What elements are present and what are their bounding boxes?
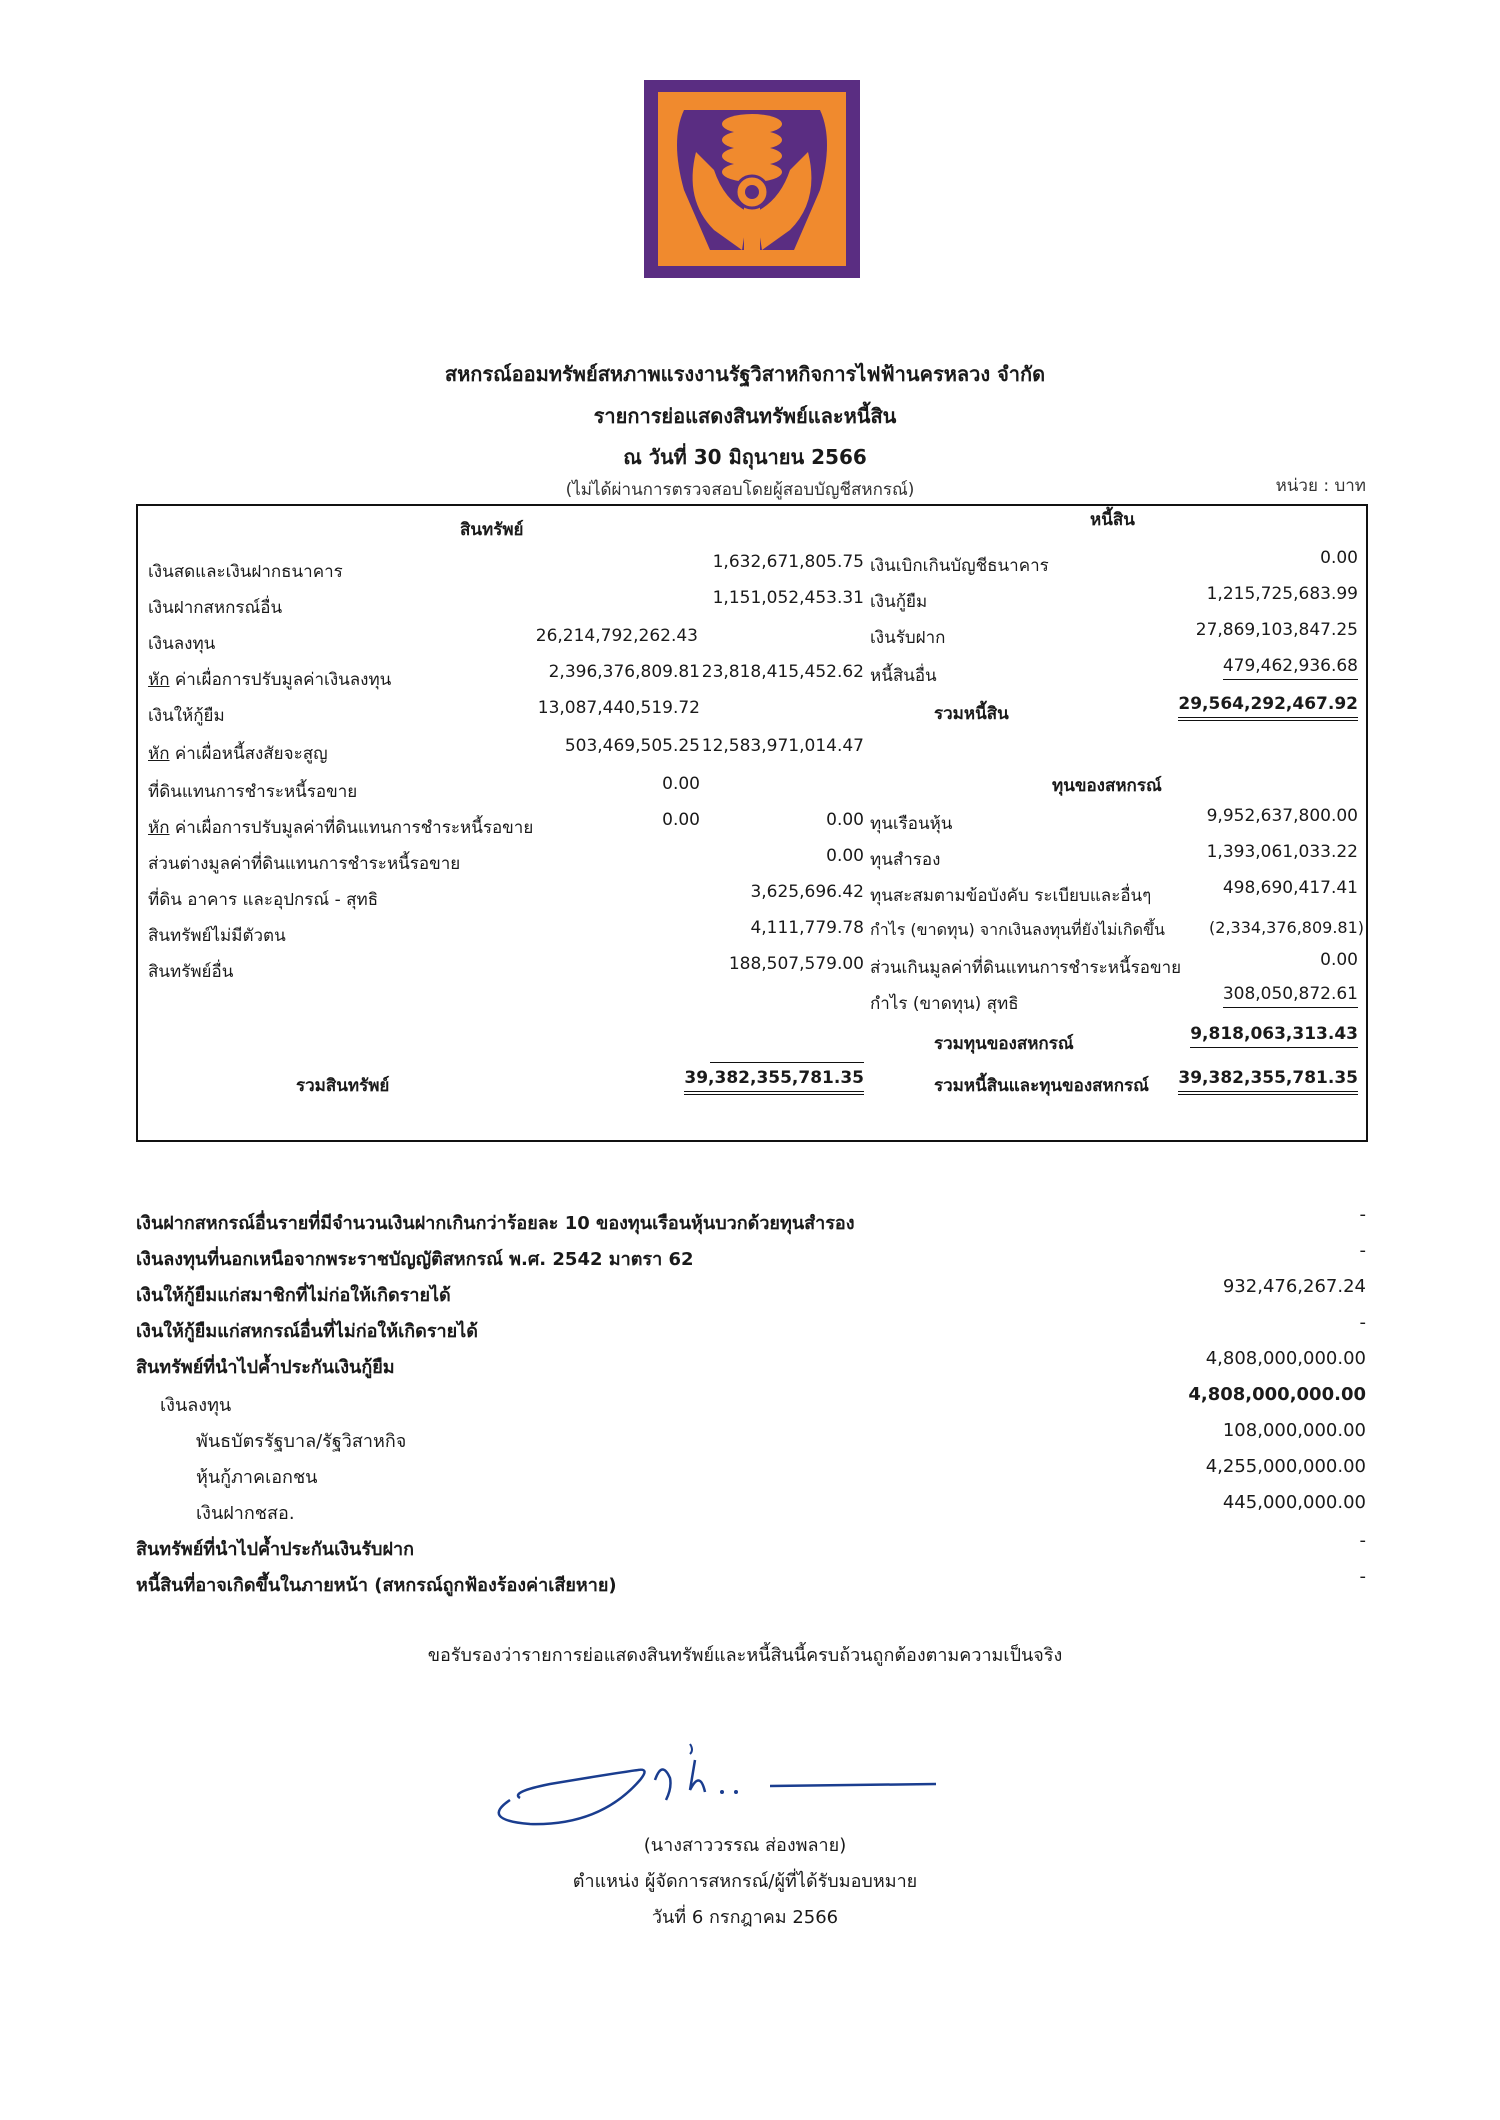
deposits-amount: 27,869,103,847.25 [1195, 620, 1358, 640]
sign-date: วันที่ 6 กรกฎาคม 2566 [651, 1907, 839, 1928]
note-amount: - [1359, 1240, 1366, 1261]
coop-deposits-label: เงินฝากสหกรณ์อื่น [148, 598, 283, 618]
accumulated-label: ทุนสะสมตามข้อบังคับ ระเบียบและอื่นๆ [870, 886, 1152, 906]
intangible-label: สินทรัพย์ไม่มีตัวตน [148, 926, 286, 946]
signer-name: (นางสาววรรณ ส่องพลาย) [643, 1835, 847, 1856]
grand-total-amount: 39,382,355,781.35 [1178, 1068, 1358, 1095]
total-assets-label: รวมสินทรัพย์ [296, 1076, 390, 1096]
cash-label: เงินสดและเงินฝากธนาคาร [148, 562, 343, 582]
other-liabilities-amount: 479,462,936.68 [1223, 656, 1358, 680]
signature [490, 1740, 950, 1826]
ppe-amount: 3,625,696.42 [750, 882, 864, 902]
loans-gross: 13,087,440,519.72 [537, 698, 700, 718]
total-assets-amount: 39,382,355,781.35 [684, 1068, 864, 1095]
shares-label: ทุนเรือนหุ้น [870, 814, 953, 834]
loan-allowance-deduct: 503,469,505.25 [564, 736, 700, 756]
foreclosed-label: ที่ดินแทนการชำระหนี้รอขาย [148, 782, 358, 802]
overdraft-amount: 0.00 [1320, 548, 1358, 568]
grand-total-label: รวมหนี้สินและทุนของสหกรณ์ [934, 1076, 1149, 1096]
foreclosed-surplus-label: ส่วนเกินมูลค่าที่ดินแทนการชำระหนี้รอขาย [870, 958, 1182, 978]
overdraft-label: เงินเบิกเกินบัญชีธนาคาร [870, 556, 1049, 576]
reserve-amount: 1,393,061,033.22 [1206, 842, 1358, 862]
unrealized-label: กำไร (ขาดทุน) จากเงินลงทุนที่ยังไม่เกิดขึ้น [870, 920, 1165, 939]
inv-allowance-label: หัก ค่าเผื่อการปรับมูลค่าเงินลงทุน [148, 670, 392, 690]
unrealized-amount: (2,334,376,809.81) [1209, 918, 1364, 937]
note-amount: 4,255,000,000.00 [1205, 1456, 1366, 1477]
note-amount: - [1359, 1312, 1366, 1333]
note-label: หุ้นกู้ภาคเอกชน [196, 1467, 318, 1488]
loans-label: เงินให้กู้ยืม [148, 706, 225, 726]
note-label: เงินฝากสหกรณ์อื่นรายที่มีจำนวนเงินฝากเกินกว่าร้อยละ 10 ของทุนเรือนหุ้นบวกด้วยทุนสำรอง [136, 1213, 855, 1234]
foreclosed-surplus-amount: 0.00 [1320, 950, 1358, 970]
certification-statement: ขอรับรองว่ารายการย่อแสดงสินทรัพย์และหนี้สินนี้ครบถ้วนถูกต้องตามความเป็นจริง [427, 1645, 1063, 1666]
other-liabilities-label: หนี้สินอื่น [870, 666, 937, 686]
investments-label: เงินลงทุน [148, 634, 216, 654]
foreclosed-allowance-deduct: 0.00 [662, 810, 700, 830]
borrowings-amount: 1,215,725,683.99 [1206, 584, 1358, 604]
note-label: เงินลงทุนที่นอกเหนือจากพระราชบัญญัติสหกรณ์ พ.ศ. 2542 มาตรา 62 [136, 1249, 694, 1270]
net-profit-amount: 308,050,872.61 [1223, 984, 1358, 1008]
note-amount: 4,808,000,000.00 [1188, 1384, 1366, 1405]
intangible-amount: 4,111,779.78 [750, 918, 864, 938]
inv-allowance-deduct: 2,396,376,809.81 [548, 662, 700, 682]
coop-deposits-amount: 1,151,052,453.31 [712, 588, 864, 608]
note-label: สินทรัพย์ที่นำไปค้ำประกันเงินรับฝาก [136, 1539, 414, 1560]
note-label: เงินลงทุน [160, 1395, 232, 1416]
note-label: พันธบัตรรัฐบาล/รัฐวิสาหกิจ [196, 1431, 407, 1452]
cash-amount: 1,632,671,805.75 [712, 552, 864, 572]
total-liabilities-amount: 29,564,292,467.92 [1178, 694, 1358, 721]
note-label: หนี้สินที่อาจเกิดขึ้นในภายหน้า (สหกรณ์ถูกฟ้องร้องค่าเสียหาย) [136, 1575, 617, 1596]
total-equity-amount: 9,818,063,313.43 [1190, 1024, 1358, 1048]
signer-position: ตำแหน่ง ผู้จัดการสหกรณ์/ผู้ที่ได้รับมอบหมาย [572, 1871, 918, 1892]
foreclosed-allowance-net: 0.00 [826, 810, 864, 830]
foreclosed-diff-amount: 0.00 [826, 846, 864, 866]
assets-heading: สินทรัพย์ [460, 520, 524, 540]
investments-gross: 26,214,792,262.43 [535, 626, 698, 646]
reserve-label: ทุนสำรอง [870, 850, 941, 870]
loan-allowance-label: หัก ค่าเผื่อหนี้สงสัยจะสูญ [148, 744, 328, 764]
liabilities-heading: หนี้สิน [1090, 510, 1135, 530]
foreclosed-gross: 0.00 [662, 774, 700, 794]
audit-note: (ไม่ได้ผ่านการตรวจสอบโดยผู้สอบบัญชีสหกรณ์) [565, 480, 915, 500]
other-assets-amount: 188,507,579.00 [728, 954, 864, 974]
note-label: เงินให้กู้ยืมแก่สหกรณ์อื่นที่ไม่ก่อให้เกิดรายได้ [136, 1321, 478, 1342]
note-amount: - [1359, 1566, 1366, 1587]
total-equity-label: รวมทุนของสหกรณ์ [934, 1034, 1074, 1054]
org-name: สหกรณ์ออมทรัพย์สหภาพแรงงานรัฐวิสาหกิจการไฟฟ้านครหลวง จำกัด [444, 362, 1046, 386]
ppe-label: ที่ดิน อาคาร และอุปกรณ์ - สุทธิ [148, 890, 379, 910]
equity-heading: ทุนของสหกรณ์ [1052, 776, 1162, 796]
deposits-label: เงินรับฝาก [870, 628, 946, 648]
assets-total-rule [710, 1062, 864, 1063]
coop-logo [644, 80, 860, 278]
note-amount: 445,000,000.00 [1222, 1492, 1366, 1513]
other-assets-label: สินทรัพย์อื่น [148, 962, 234, 982]
unit-label: หน่วย : บาท [1275, 476, 1366, 496]
note-amount: 4,808,000,000.00 [1205, 1348, 1366, 1369]
net-profit-label: กำไร (ขาดทุน) สุทธิ [870, 994, 1019, 1014]
accumulated-amount: 498,690,417.41 [1222, 878, 1358, 898]
inv-allowance-net: 23,818,415,452.62 [701, 662, 864, 682]
note-amount: - [1359, 1204, 1366, 1225]
note-amount: 932,476,267.24 [1222, 1276, 1366, 1297]
note-label: เงินฝากชสอ. [196, 1503, 295, 1524]
report-title: รายการย่อแสดงสินทรัพย์และหนี้สิน [593, 404, 897, 428]
total-liabilities-label: รวมหนี้สิน [934, 704, 1009, 724]
foreclosed-allowance-label: หัก ค่าเผื่อการปรับมูลค่าที่ดินแทนการชำระหนี้รอขาย [148, 818, 534, 838]
borrowings-label: เงินกู้ยืม [870, 592, 928, 612]
note-label: สินทรัพย์ที่นำไปค้ำประกันเงินกู้ยืม [136, 1357, 395, 1378]
note-amount: 108,000,000.00 [1222, 1420, 1366, 1441]
foreclosed-diff-label: ส่วนต่างมูลค่าที่ดินแทนการชำระหนี้รอขาย [148, 854, 461, 874]
loan-allowance-net: 12,583,971,014.47 [701, 736, 864, 756]
note-label: เงินให้กู้ยืมแก่สมาชิกที่ไม่ก่อให้เกิดรายได้ [136, 1285, 451, 1306]
shares-amount: 9,952,637,800.00 [1206, 806, 1358, 826]
note-amount: - [1359, 1530, 1366, 1551]
report-date: ณ วันที่ 30 มิถุนายน 2566 [623, 445, 867, 469]
